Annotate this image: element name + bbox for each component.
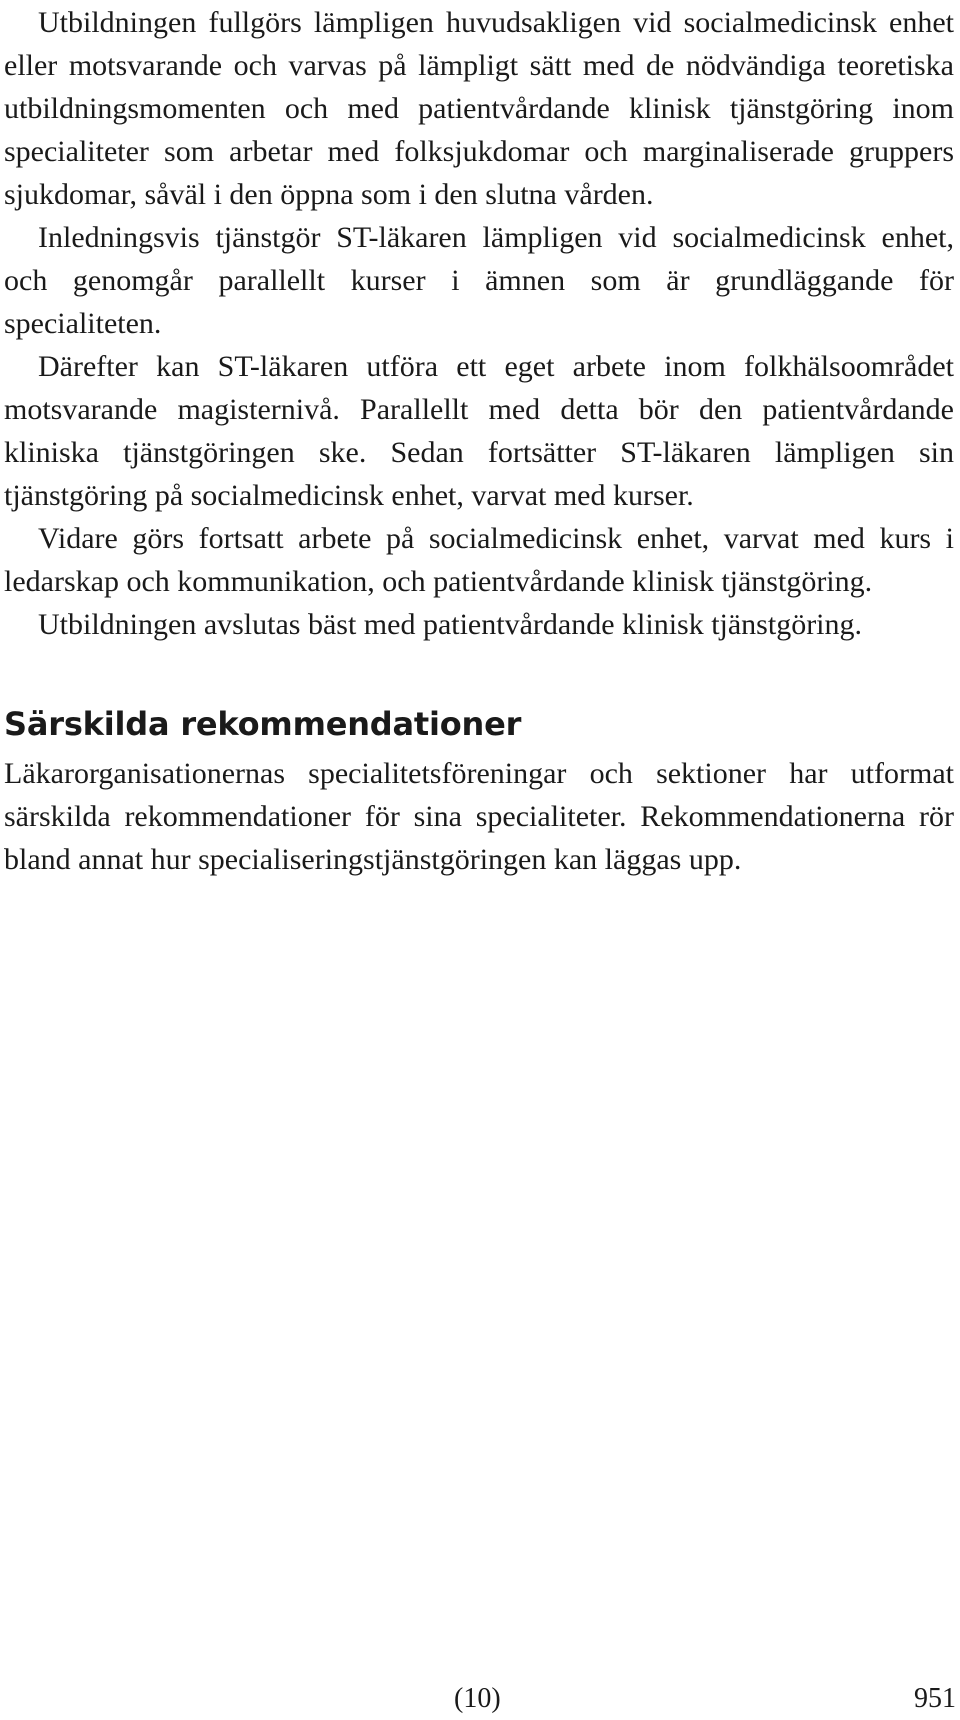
page-number: 951 [914, 1683, 956, 1714]
section-paragraph: Läkarorganisationernas specialitetsföreningar och sektioner har utformat särskilda rekommendationer för sina specialiteter. Rekommendationerna rör bland annat hur specialiseringstjänstgöringen kan läggas upp. [4, 757, 954, 876]
page-footer [0, 1683, 960, 1719]
paragraph-2: Inledningsvis tjänstgör ST-läkaren lämpligen vid socialmedicinsk enhet, och genomgår parallellt kurser i ämnen som är grundläggande för specialiteten. [4, 221, 954, 340]
page-label: (10) [454, 1683, 501, 1714]
paragraph-4: Vidare görs fortsatt arbete på socialmedicinsk enhet, varvat med kurs i ledarskap och kommunikation, och patientvårdande klinisk tjänstgöring. [4, 522, 954, 598]
document-page [4, 0, 954, 881]
paragraph-3: Därefter kan ST-läkaren utföra ett eget arbete inom folkhälsoområdet motsvarande magisternivå. Parallellt med detta bör den patientvårdande kliniska tjänstgöringen ske. Sedan fortsätter ST-läkaren lämpligen sin tjänstgöring på socialmedicinsk enhet, varvat med kurser. [4, 350, 954, 512]
section-heading: Särskilda rekommendationer [4, 705, 522, 743]
paragraph-5: Utbildningen avslutas bäst med patientvårdande klinisk tjänstgöring. [38, 608, 863, 641]
paragraph-1: Utbildningen fullgörs lämpligen huvudsakligen vid socialmedicinsk enhet eller motsvarande och varvas på lämpligt sätt med de nödvändiga teoretiska utbildningsmomenten och med patientvårdande klinisk tjänstgöring inom specialiteter som arbetar med folksjukdomar och marginaliserade gruppers sjukdomar, såväl i den öppna som i den slutna vården. [4, 6, 954, 211]
